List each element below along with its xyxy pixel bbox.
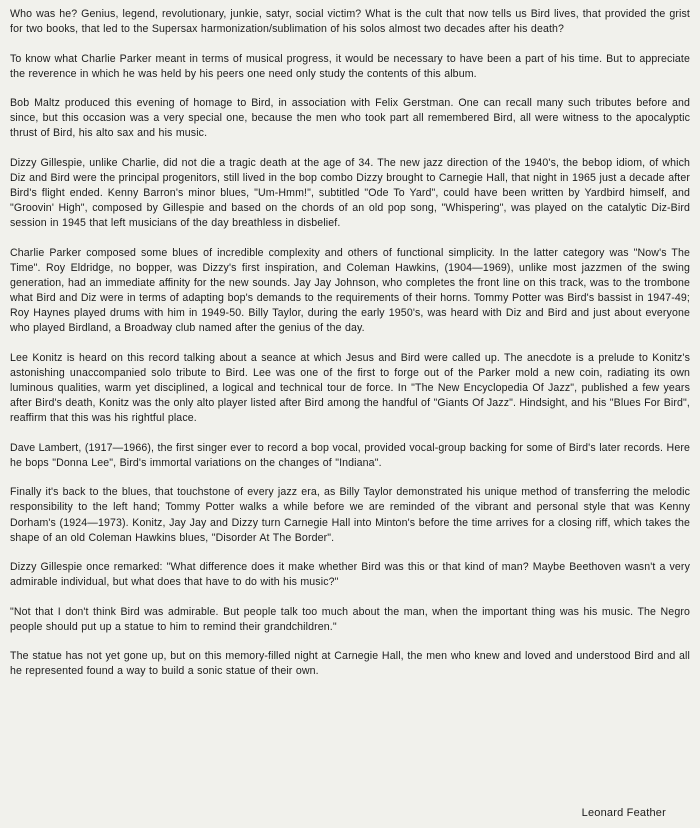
paragraph-closing-blues: Finally it's back to the blues, that touchstone of every jazz era, as Billy Taylor demonstrated his unique method of transferring the melodic responsibility to the left hand; Tommy Potter walks a while before we are reminded of the vibrant and personal style that was Kenny Dorham's (1924—1973). Konitz, Jay Jay and Dizzy turn Carnegie Hall into Minton's before the time arrives for a closing riff, which takes the shape of an old Coleman Hawkins blues, "Disorder At The Border". <box>10 486 690 544</box>
paragraph-dizzy-quote: Dizzy Gillespie once remarked: "What difference does it make whether Bird was this or that kind of man? Maybe Beethoven wasn't a very admirable individual, but what does that have to do with his music?" <box>10 561 690 589</box>
paragraph-sonic-statue: The statue has not yet gone up, but on this memory-filled night at Carnegie Hall, the men who knew and loved and understood Bird and all he represented found a way to build a sonic statue of their own. <box>10 650 690 678</box>
paragraph-dizzy-gillespie: Dizzy Gillespie, unlike Charlie, did not die a tragic death at the age of 34. The new jazz direction of the 1940's, the bebop idiom, of which Diz and Bird were the principal progenitors, still lived in the bop combo Dizzy brought to Carnegie Hall, that night in 1965 just a decade after Bird's flight ended. Kenny Barron's minor blues, "Um-Hmm!", subtitled "Ode To Yard", could have been written by Yardbird himself, and "Groovin' High", composed by Gillespie and based on the chords of an old pop song, "Whispering", was played on the catalytic Diz-Bird session in 1945 that left musicians of the day breathless in disbelief. <box>10 156 690 230</box>
paragraph-nows-the-time: Charlie Parker composed some blues of incredible complexity and others of functional simplicity. In the latter category was "Now's The Time". Roy Eldridge, no bopper, was Dizzy's first inspiration, and Coleman Hawkins, (1904—1969), unlike most jazzmen of the swing generation, had an immediate affinity for the new sounds. Jay Jay Johnson, who completes the front line on this track, was to the trombone what Bird and Diz were in terms of adapting bop's demands to the requirements of their horns. Tommy Potter was Bird's bassist in 1947-49; Roy Haynes played drums with him in 1949-50. Billy Taylor, during the early 1950's, was heard with Diz and Bird and just about everyone who played Birdland, a Broadway club named after the genius of the day. <box>10 246 690 335</box>
paragraph-dave-lambert: Dave Lambert, (1917—1966), the first singer ever to record a bop vocal, provided vocal-group backing for some of Bird's later records. Here he bops "Donna Lee", Bird's immortal variations on the changes of "Indiana". <box>10 441 690 469</box>
paragraph-lee-konitz: Lee Konitz is heard on this record talking about a seance at which Jesus and Bird were called up. The anecdote is a prelude to Konitz's astonishing unaccompanied solo tribute to Bird. Lee was one of the first to forge out of the Parker mold a new coin, radiating its own luminous qualities, warm yet disciplined, a logical and technical tour de force. In "The New Encyclopedia Of Jazz", published a few years after Bird's death, Konitz was the only alto player listed after Bird among the handful of "Giants Of Jazz". Hindsight, and his "Blues For Bird", reaffirm that this was his rightful place. <box>10 351 690 425</box>
paragraph-who-was-he: Who was he? Genius, legend, revolutionary, junkie, satyr, social victim? What is the cult that now tells us Bird lives, that provided the grist for two books, that led to the Supersax harmonization/sublimation of his solos almost two decades after his death? <box>10 8 690 36</box>
paragraph-musical-progress: To know what Charlie Parker meant in terms of musical progress, it would be necessary to have been a part of his time. But to appreciate the reverence in which he was held by his peers one need only study the contents of this album. <box>10 52 690 80</box>
author-signature: Leonard Feather <box>581 807 666 819</box>
paragraph-homage-evening: Bob Maltz produced this evening of homage to Bird, in association with Felix Gerstman. One can recall many such tributes before and since, but this occasion was a very special one, because the men who took part all remembered Bird, all were witness to the apocalyptic thrust of Bird, his alto sax and his music. <box>10 97 690 140</box>
paragraph-statue-quote: "Not that I don't think Bird was admirable. But people talk too much about the man, when the important thing was his music. The Negro people should put up a statue to him to remind their grandchildren." <box>10 605 690 633</box>
